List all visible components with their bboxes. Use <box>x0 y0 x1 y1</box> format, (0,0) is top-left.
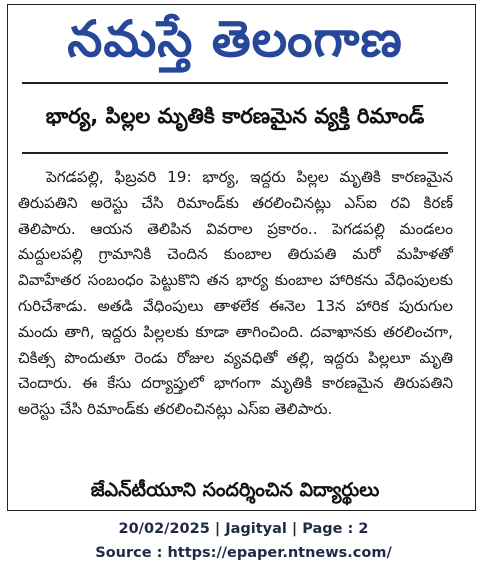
article-body <box>18 165 453 473</box>
masthead-divider <box>22 82 448 84</box>
clipping-date-line: 20/02/2025 | Jagityal | Page : 2 <box>118 521 369 537</box>
newspaper-masthead: నమస్తే తెలంగాణ <box>67 10 403 68</box>
headline-divider <box>22 152 448 154</box>
article-body-paragraph: పెగడపల్లి, ఫిబ్రవరి 19: భార్య, ఇద్దరు పిల్లల మృతికి కారణమైన తిరుపతిని అరెస్టు చేసి రిమాండ్‌కు తరలించినట్లు ఎస్‌ఐ రవి కిరణ్ తెలిపారు. ఆయన తెలిపిన వివరాల ప్రకారం.. పెగడపల్లి మండలం మద్దులపల్లి గ్రామానికి చెందిన కుంబాల తిరుపతి మరో మహిళతో వివాహేతర సంబంధం పెట్టుకొని తన భార్య కుంబాల హారికను వేధింపులకు గురిచేశాడు. అతడి వేధింపులు తాళలేక ఈనెల 13న హారిక పురుగుల మందు తాగి, ఇద్దరు పిల్లలకు కూడా తాగించింది. దవాఖానకు తరలించగా, చికిత్స పొందుతూ రెండు రోజుల వ్యవధితో తల్లి, ఇద్దరు పిల్లలూ మృతి చెందారు. ఈ కేసు దర్యాప్తులో భాగంగా మృతికి కారణమైన తిరుపతిని అరెస్టు చేసి రిమాండ్‌కు తరలించినట్లు ఎస్‌ఐ తెలిపారు. <box>18 168 453 419</box>
clipping-source-link[interactable]: Source : https://epaper.ntnews.com/ <box>95 545 392 561</box>
article-headline: భార్య, పిల్లల మృతికి కారణమైన వ్యక్తి రిమాండ్ <box>45 104 425 128</box>
next-article-headline: జేఎన్‌టీయూని సందర్శించిన విద్యార్థులు <box>90 479 380 501</box>
